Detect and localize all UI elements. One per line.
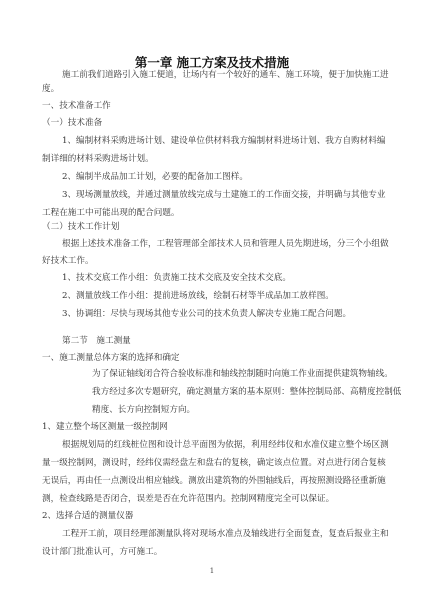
list-item: 2、测量放线工作小组：提前进场放线，绘制石材等半成品加工放样图。: [62, 291, 334, 301]
text-line: 量一级控制网，测设时，经纬仪需经盘左和盘右的复核，确定该点位置。对点进行闭合复核: [42, 458, 386, 468]
text-line: 施工前我们道路引入施工便道，让场内有一个较好的通车、施工环境，便于加快施工进: [62, 70, 389, 80]
subsection-heading: （二）技术工作计划: [42, 222, 120, 232]
text-line: 工程在施工中可能出现的配合问题。: [42, 208, 180, 218]
text-line: 3、现场测量放线，并通过测量放线完成与土建施工的工作面交接，并明确与其他专业: [62, 190, 386, 200]
subsection-heading: （一）技术准备: [42, 118, 103, 128]
text-line: 制详细的材料采购进场计划。: [42, 154, 154, 164]
text-line: 根据规划局的红线桩位图和设计总平面图为依据，利用经纬仪和水准仪建立整个场区测: [62, 440, 389, 450]
list-item: 1、技术交底工作小组：负责施工技术交底及安全技术交底。: [62, 273, 291, 283]
page-number: 1: [209, 567, 215, 575]
text-line: 工程开工前，项目经理部测量队将对现场水准点及轴线进行全面复查，复查后报业主和: [62, 529, 389, 539]
section-heading: 一、施工测量总体方案的选择和确定: [42, 353, 180, 363]
subsection-heading: 2、选择合适的测量仪器: [42, 511, 134, 521]
text-line: 我方经过多次专题研究，确定测量方案的基本原则：整体控制局部、高精度控制低: [92, 387, 402, 397]
text-line: 根据上述技术准备工作，工程管理部全部技术人员和管理人员先期进场，分三个小组做: [62, 239, 389, 249]
text-line: 无误后，再由任一点测设出相应轴线。测放出建筑物的外围轴线后，再按照测设路径重新施: [42, 476, 386, 486]
text-line: 好技术工作。: [42, 256, 94, 266]
text-line: 2、编制半成品加工计划，必要的配备加工图样。: [62, 172, 248, 182]
list-item: 3、协调组：尽快与现场其他专业公司的技术负责人解决专业施工配合问题。: [62, 309, 352, 319]
text-line: 度。: [42, 84, 60, 94]
text-line: 为了保证轴线闭合符合验收标准和轴线控制随时向施工作业面提供建筑物轴线。: [92, 369, 393, 379]
text-line: 1、编制材料采购进场计划、建设单位供材料我方编制材料进场计划、我方自购材料编: [62, 136, 386, 146]
text-line: 精度、长方向控制短方向。: [92, 405, 196, 415]
text-line: 设计部门批准认可，方可施工。: [42, 547, 163, 557]
subsection-heading: 1、建立整个场区测量一级控制网: [42, 422, 168, 432]
chapter-title: 第一章 施工方案及技术措施: [134, 55, 290, 70]
section-heading: 一、技术准备工作: [42, 101, 111, 111]
text-line: 测，检查线路是否闭合，误差是否在允许范围内。控制网精度完全可以保证。: [42, 494, 335, 504]
section-heading: 第二节 施工测量: [62, 336, 131, 346]
